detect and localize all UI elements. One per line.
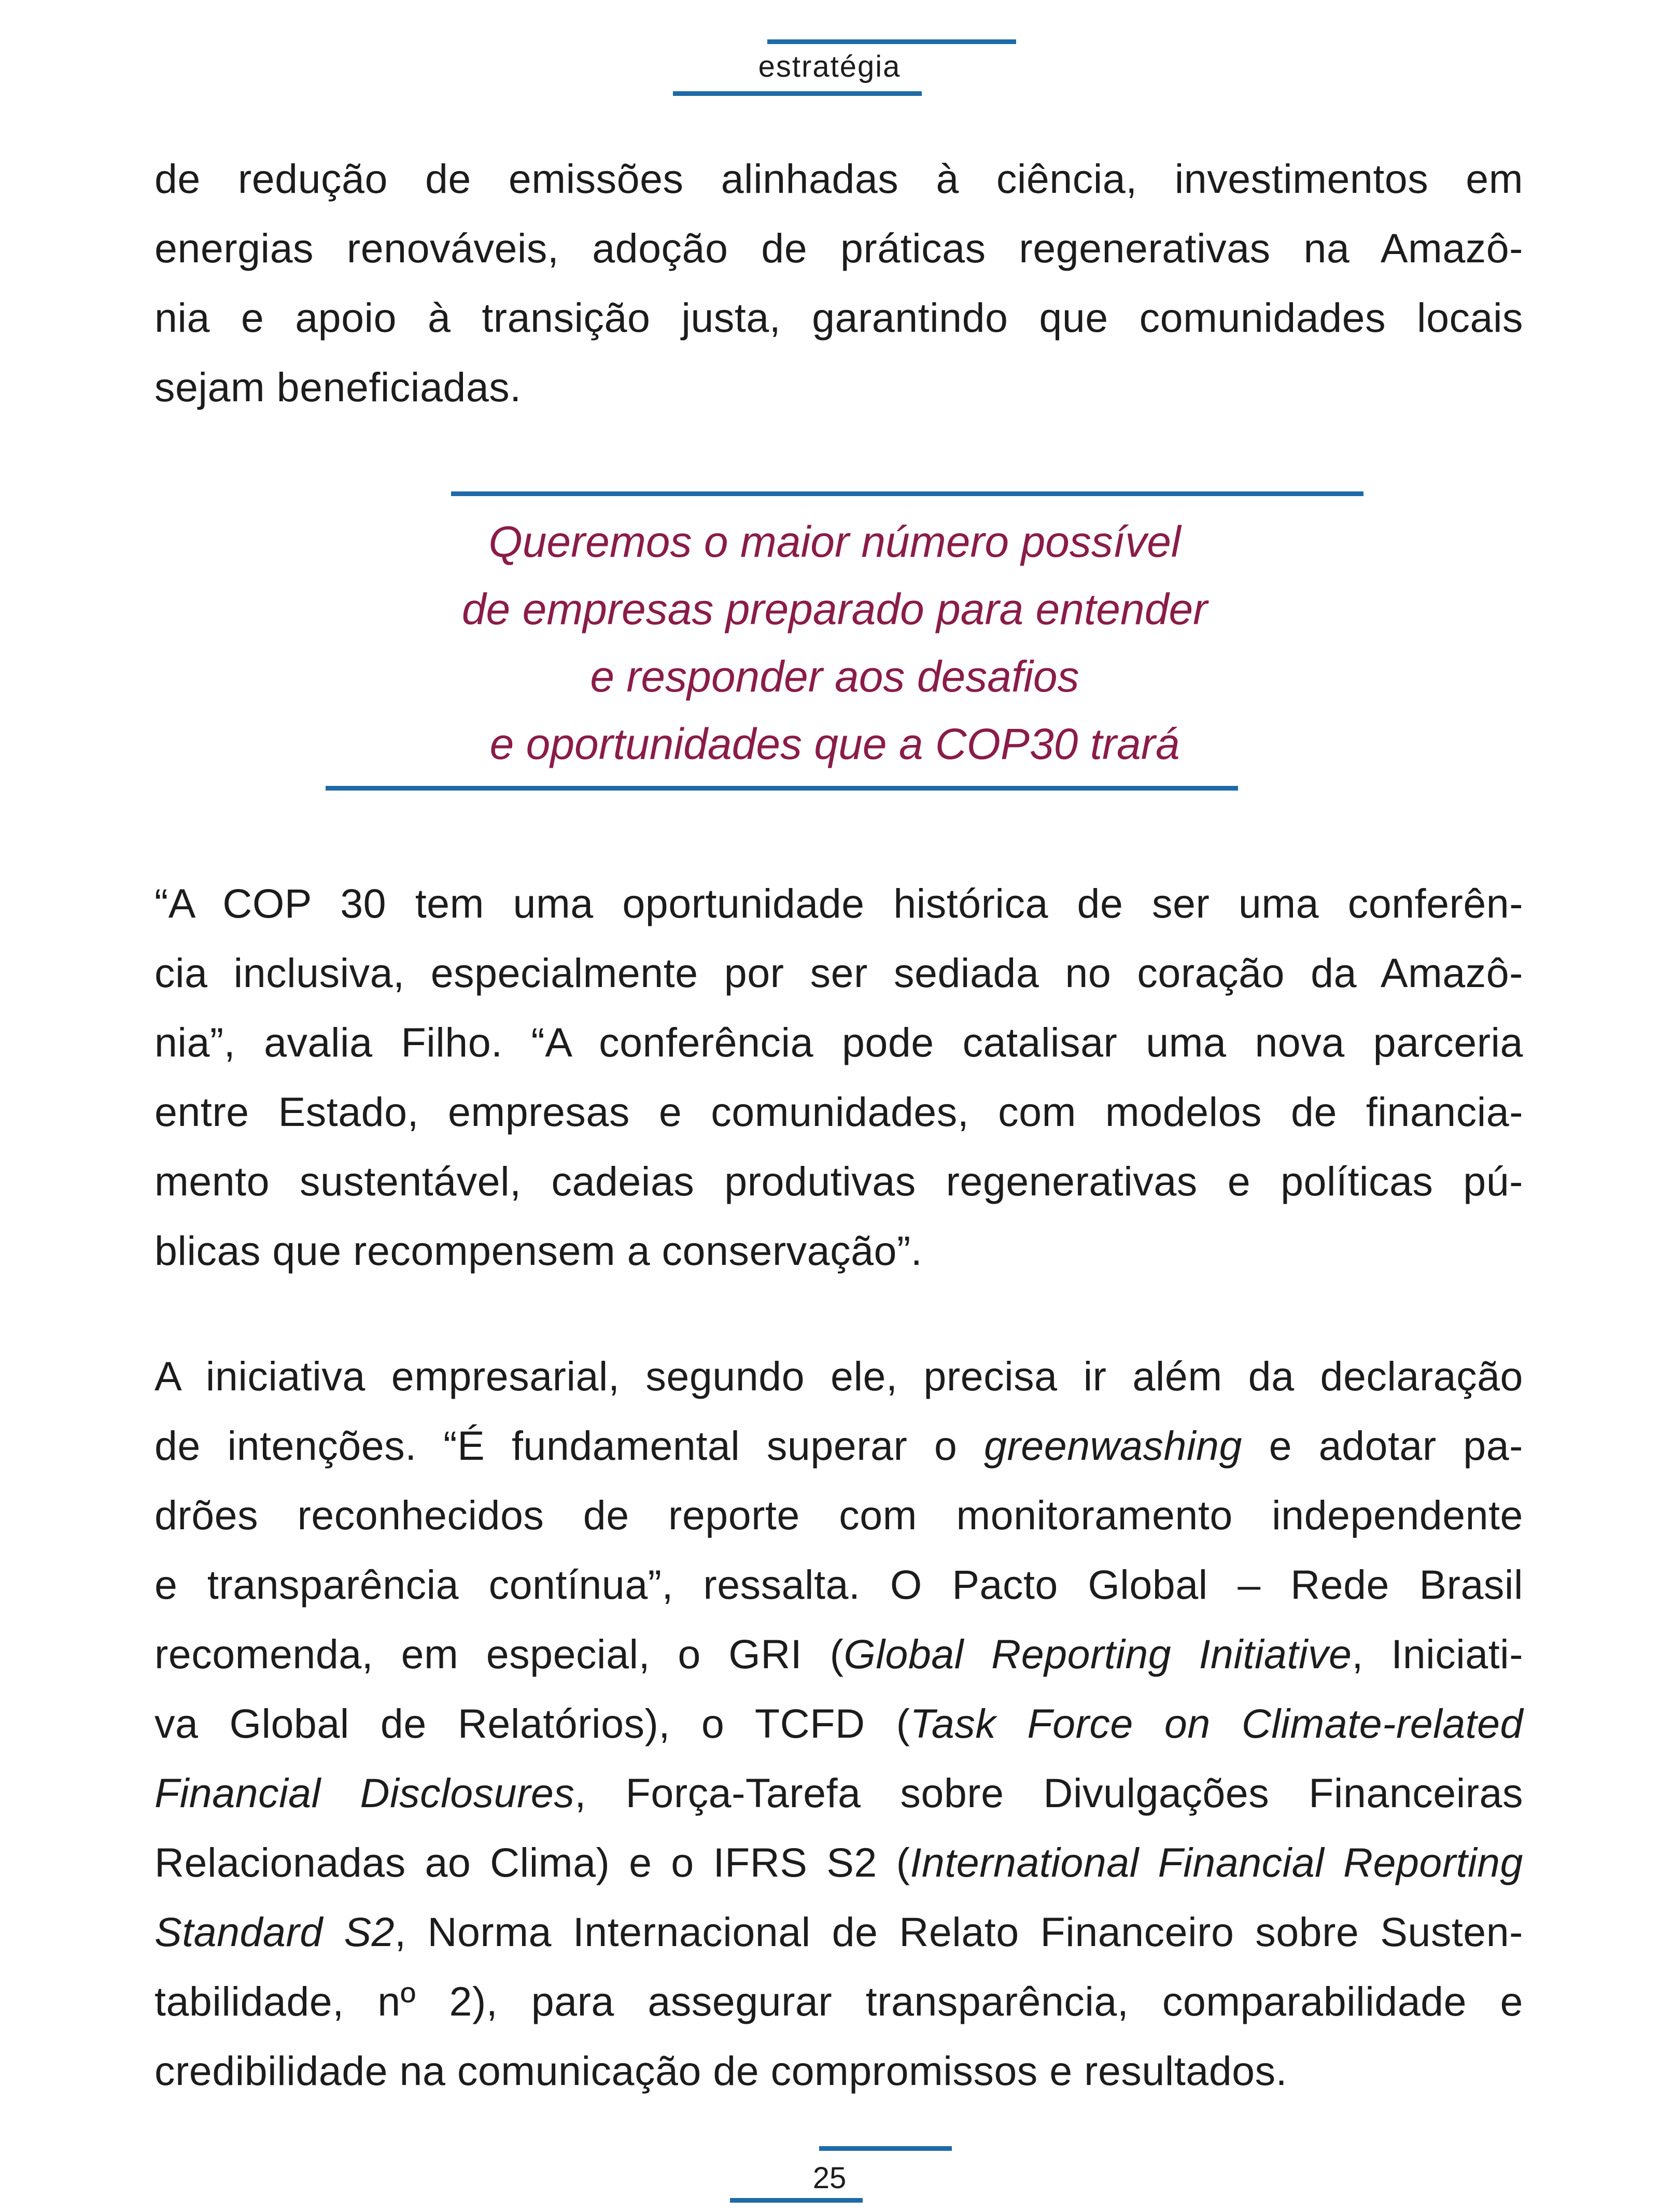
text-run: , Iniciati- [1352,1631,1523,1677]
header-rule-top [767,39,1016,44]
paragraph-line: nia”, avalia Filho. “A conferência pode catalisar uma nova parceria [154,1019,1523,1065]
pull-quote [321,508,1348,778]
emphasis-ifrs: International Financial Reporting [910,1839,1523,1885]
paragraph-line [154,1897,1523,1967]
pull-quote-rule-top [451,491,1363,496]
paragraph-line: cia inclusiva, especialmente por ser sediada no coração da Amazô- [154,950,1523,996]
text-run: va Global de Relatórios), o TCFD ( [154,1700,910,1746]
text-run: , Força-Tarefa sobre Divulgações Financeiras [574,1770,1523,1816]
emphasis-greenwashing: greenwashing [984,1422,1242,1469]
text-run: recomenda, em especial, o GRI ( [154,1631,844,1677]
paragraph-line: “A COP 30 tem uma oportunidade histórica de ser uma conferên- [154,880,1523,926]
paragraph-line: energias renováveis, adoção de práticas regenerativas na Amazô- [154,225,1523,271]
paragraph-line: tabilidade, nº 2), para assegurar transparência, comparabilidade e [154,1978,1523,2024]
pull-quote-rule-bottom [326,786,1238,791]
paragraph-line: e transparência contínua”, ressalta. O Pacto Global – Rede Brasil [154,1561,1523,1608]
paragraph-line: de redução de emissões alinhadas à ciência, investimentos em [154,156,1523,202]
paragraph-line: blicas que recompensem a conservação”. [154,1228,923,1274]
paragraph-line: drões reconhecidos de reporte com monitoramento independente [154,1492,1523,1538]
paragraph-line: entre Estado, empresas e comunidades, com modelos de financia- [154,1089,1523,1135]
emphasis-ifrs-cont: Standard S2 [154,1909,395,1955]
text-run: de intenções. “É fundamental superar o [154,1422,985,1469]
paragraph-line [154,1619,1523,1689]
paragraph-line: sejam beneficiadas. [154,364,522,410]
text-run: Relacionadas ao Clima) e o IFRS S2 ( [154,1839,910,1885]
paragraph-line: nia e apoio à transição justa, garantindo que comunidades locais [154,294,1523,341]
footer-rule-top [819,2146,952,2151]
paragraph-2 [154,869,1523,1286]
emphasis-tcfd-cont: Financial Disclosures [154,1770,575,1816]
paragraph-line [154,1411,1523,1481]
emphasis-tcfd: Task Force on Climate-related [910,1700,1523,1746]
paragraph-line [154,1828,1523,1897]
paragraph-line: mento sustentável, cadeias produtivas regenerativas e políticas pú- [154,1158,1523,1204]
header-rule-bottom [673,91,922,96]
paragraph-line: A iniciativa empresarial, segundo ele, precisa ir além da declaração [154,1353,1523,1399]
text-run: e adotar pa- [1242,1422,1523,1469]
pull-quote-line: Queremos o maior número possível [488,517,1181,566]
paragraph-line: credibilidade na comunicação de compromissos e resultados. [154,2048,1288,2094]
paragraph-3 [154,1342,1523,2106]
pull-quote-line: de empresas preparado para entender [461,585,1208,633]
section-label: estratégia [758,50,901,83]
pull-quote-line: e responder aos desafios [590,652,1079,701]
paragraph-line [154,1758,1523,1828]
page-number: 25 [812,2161,847,2195]
footer-rule-bottom [730,2198,863,2203]
emphasis-gri: Global Reporting Initiative [843,1631,1352,1677]
paragraph-1 [154,144,1523,422]
paragraph-line [154,1689,1523,1758]
pull-quote-line: e oportunidades que a COP30 trará [489,720,1180,768]
text-run: , Norma Internacional de Relato Financeiro sobre Susten- [395,1909,1523,1955]
